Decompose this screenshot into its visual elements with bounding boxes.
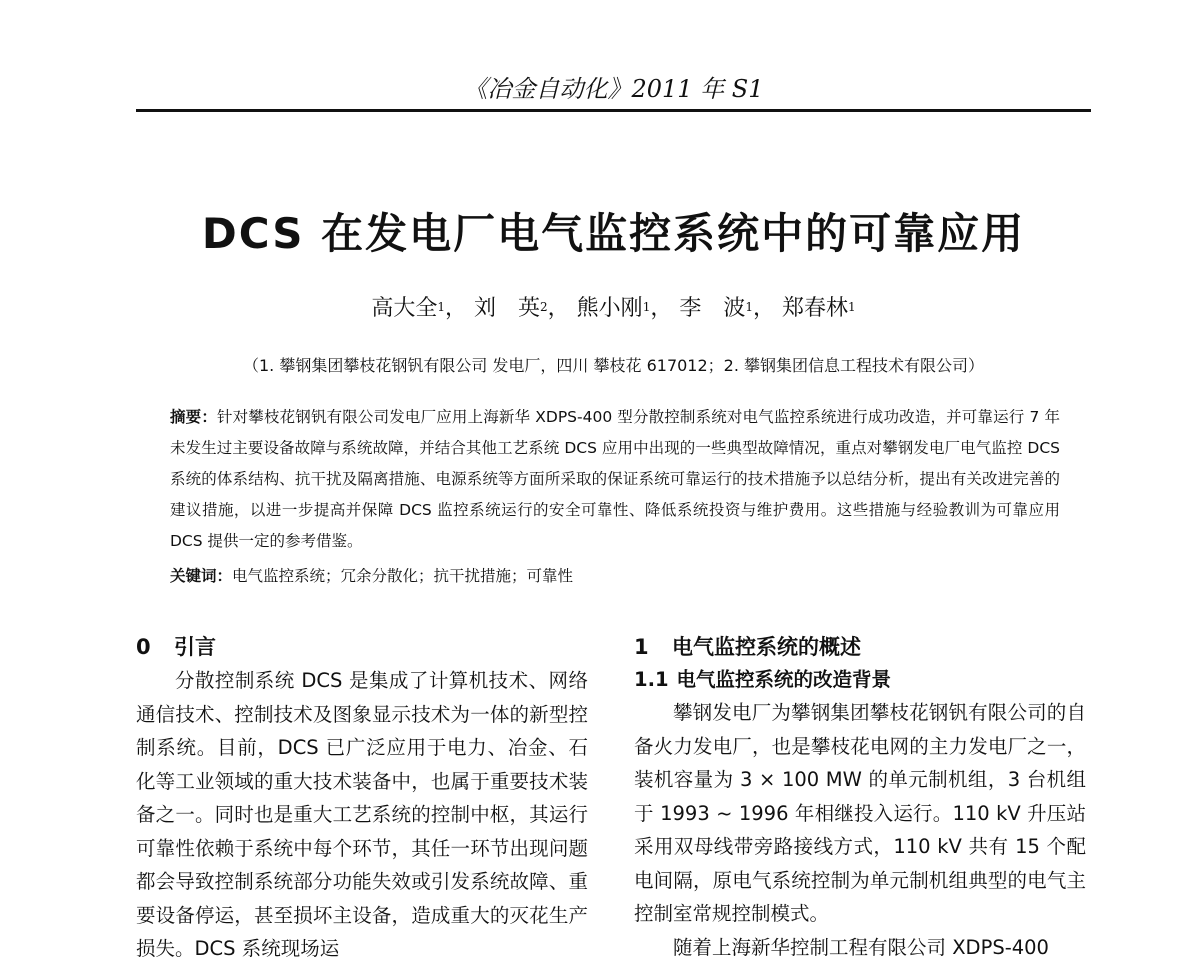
section-heading-overview (634, 630, 1086, 664)
author-affiliation-mark: 1 (848, 300, 856, 314)
subsection-title: 电气监控系统的改造背景 (676, 668, 892, 691)
section-title: 引言 (174, 635, 216, 659)
background-paragraph-continued: 随着上海新华控制工程有限公司 XDPS-400 (673, 935, 1049, 959)
keywords-label: 关键词： (170, 567, 233, 585)
keywords (170, 561, 1060, 592)
author-name: 高大全 (371, 296, 438, 321)
author-separator: ， (650, 296, 673, 321)
author-name: 李 波 (679, 296, 746, 321)
author-affiliation-mark: 1 (437, 300, 445, 314)
author-name: 熊小刚 (576, 296, 643, 321)
author-affiliation-mark: 2 (540, 300, 548, 314)
subsection-heading-background (634, 664, 1086, 696)
background-paragraph: 攀钢发电厂为攀钢集团攀枝花钢钒有限公司的自备火力发电厂，也是攀枝花电网的主力发电厂之一，装机容量为 3 × 100 MW 的单元制机组，3 台机组于 1993 ~ 1996 年相继投入运行。110 kV 升压站采用双母线带旁路接线方式，110 kV 共有 15 个配电间隔，原电气系统控制为单元制机组典型的电气主控制室常规控制模式。 (634, 701, 1086, 925)
section-heading-introduction (136, 630, 588, 664)
abstract-text: 针对攀枝花钢钒有限公司发电厂应用上海新华 XDPS-400 型分散控制系统对电气监控系统进行成功改造，并可靠运行 7 年未发生过主要设备故障与系统故障，并结合其他工艺系统 DCS 应用中出现的一些典型故障情况，重点对攀钢发电厂电气监控 DCS 系统的体系结构、抗干扰及隔离措施、电源系统等方面所采取的保证系统可靠运行的技术措施予以总结分析，提出有关改进完善的建议措施，以进一步提高并保障 DCS 监控系统运行的安全可靠性、降低系统投资与维护费用。这些措施与经验教训为可靠应用 DCS 提供一定的参考借鉴。 (170, 408, 1060, 550)
author-separator: ， (547, 296, 570, 321)
author-name: 郑春林 (782, 296, 849, 321)
introduction-paragraph: 分散控制系统 DCS 是集成了计算机技术、网络通信技术、控制技术及图象显示技术为一体的新型控制系统。目前，DCS 已广泛应用于电力、冶金、石化等工业领域的重大技术装备中，也属于重要技术装备之一。同时也是重大工艺系统的控制中枢，其运行可靠性依赖于系统中每个环节，其任一环节出现问题都会导致控制系统部分功能失效或引发系统故障、重要设备停运，甚至损坏主设备，造成重大的灭花生产损失。DCS 系统现场运 (136, 669, 588, 960)
section-number: 1 (634, 635, 649, 659)
section-title: 电气监控系统的概述 (672, 635, 861, 659)
author-affiliation-mark: 1 (745, 300, 753, 314)
paper-title: DCS 在发电厂电气监控系统中的可靠应用 (201, 209, 1026, 258)
author-separator: ， (444, 296, 467, 321)
affiliation: （1. 攀钢集团攀枝花钢钒有限公司 发电厂，四川 攀枝花 617012；2. 攀钢集团信息工程技术有限公司） (242, 356, 985, 375)
abstract (170, 402, 1060, 557)
author-name: 刘 英 (474, 296, 541, 321)
section-number: 0 (136, 635, 151, 659)
header-rule (136, 109, 1091, 112)
keywords-text: 电气监控系统；冗余分散化；抗干扰措施；可靠性 (232, 567, 574, 585)
subsection-number: 1.1 (634, 668, 669, 691)
left-column (136, 630, 588, 966)
author-affiliation-mark: 1 (642, 300, 651, 314)
author-list (136, 294, 1091, 324)
abstract-label: 摘要： (170, 408, 217, 426)
journal-header: 《冶金自动化》2011 年 S1 (463, 75, 764, 103)
author-separator: ， (753, 296, 776, 321)
right-column (634, 630, 1086, 964)
